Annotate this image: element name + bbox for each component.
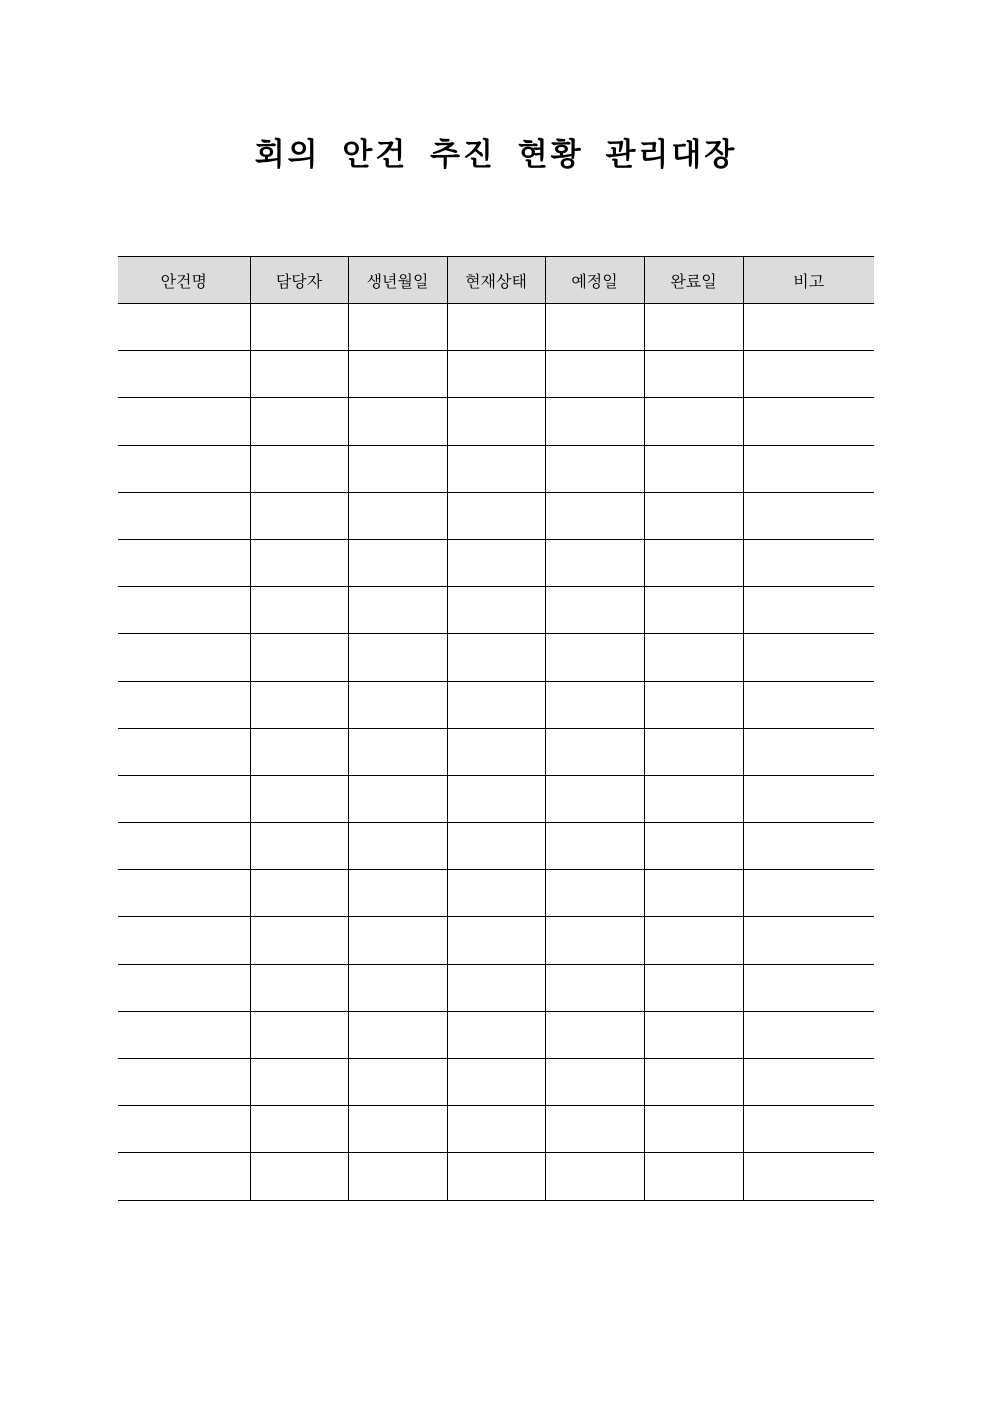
table-cell[interactable] <box>118 917 250 964</box>
table-cell[interactable] <box>743 775 874 822</box>
table-row <box>118 539 874 586</box>
table-cell[interactable] <box>644 304 743 351</box>
table-cell[interactable] <box>348 1059 447 1106</box>
table-cell[interactable] <box>644 728 743 775</box>
table-row <box>118 1106 874 1153</box>
table-cell[interactable] <box>447 445 545 492</box>
table-cell[interactable] <box>118 728 250 775</box>
table-cell[interactable] <box>743 1011 874 1058</box>
table-row <box>118 823 874 870</box>
table-cell[interactable] <box>644 1011 743 1058</box>
table-cell[interactable] <box>644 634 743 681</box>
table-cell[interactable] <box>743 398 874 445</box>
table-cell[interactable] <box>644 681 743 728</box>
table-cell[interactable] <box>644 917 743 964</box>
table-cell[interactable] <box>743 681 874 728</box>
table-cell[interactable] <box>118 1106 250 1153</box>
table-cell[interactable] <box>545 823 644 870</box>
table-cell[interactable] <box>348 539 447 586</box>
table-cell[interactable] <box>545 1011 644 1058</box>
table-cell[interactable] <box>250 398 348 445</box>
table-cell[interactable] <box>743 728 874 775</box>
table-cell[interactable] <box>348 634 447 681</box>
table-cell[interactable] <box>644 775 743 822</box>
column-header-remarks: 비고 <box>743 257 874 304</box>
table-cell[interactable] <box>118 775 250 822</box>
table-cell[interactable] <box>250 823 348 870</box>
table-cell[interactable] <box>118 634 250 681</box>
table-cell[interactable] <box>545 1059 644 1106</box>
table-cell[interactable] <box>348 917 447 964</box>
table-cell[interactable] <box>348 398 447 445</box>
table-cell[interactable] <box>447 823 545 870</box>
table-row <box>118 1011 874 1058</box>
table-cell[interactable] <box>250 775 348 822</box>
table-cell[interactable] <box>644 870 743 917</box>
table-cell[interactable] <box>447 351 545 398</box>
table-cell[interactable] <box>644 445 743 492</box>
table-row <box>118 964 874 1011</box>
table-cell[interactable] <box>250 304 348 351</box>
table-cell[interactable] <box>118 1011 250 1058</box>
table-cell[interactable] <box>644 1153 743 1200</box>
table-cell[interactable] <box>743 870 874 917</box>
table-cell[interactable] <box>743 1059 874 1106</box>
table-cell[interactable] <box>545 1106 644 1153</box>
table-cell[interactable] <box>447 1011 545 1058</box>
table-cell[interactable] <box>644 823 743 870</box>
table-cell[interactable] <box>545 445 644 492</box>
table-cell[interactable] <box>644 492 743 539</box>
page-title: 회의 안건 추진 현황 관리대장 <box>254 137 738 173</box>
table-cell[interactable] <box>250 681 348 728</box>
table-row <box>118 1153 874 1200</box>
table-cell[interactable] <box>118 870 250 917</box>
table-cell[interactable] <box>118 445 250 492</box>
table-cell[interactable] <box>118 492 250 539</box>
table-cell[interactable] <box>545 398 644 445</box>
table-cell[interactable] <box>545 728 644 775</box>
table-cell[interactable] <box>743 964 874 1011</box>
table-row <box>118 445 874 492</box>
table-cell[interactable] <box>447 681 545 728</box>
table-row <box>118 870 874 917</box>
table-cell[interactable] <box>348 445 447 492</box>
table-cell[interactable] <box>250 870 348 917</box>
table-cell[interactable] <box>250 728 348 775</box>
table-cell[interactable] <box>118 823 250 870</box>
column-header-completion-date: 완료일 <box>644 257 743 304</box>
column-header-current-status: 현재상태 <box>447 257 545 304</box>
table-body <box>118 304 874 1201</box>
table-header-row <box>118 257 874 304</box>
table-cell[interactable] <box>743 1106 874 1153</box>
table-cell[interactable] <box>743 492 874 539</box>
table-cell[interactable] <box>348 681 447 728</box>
table-cell[interactable] <box>447 775 545 822</box>
table-row <box>118 634 874 681</box>
table-cell[interactable] <box>118 1059 250 1106</box>
table-cell[interactable] <box>250 587 348 634</box>
column-header-manager: 담당자 <box>250 257 348 304</box>
table-cell[interactable] <box>250 1059 348 1106</box>
table-cell[interactable] <box>447 634 545 681</box>
table-row <box>118 917 874 964</box>
table-cell[interactable] <box>118 539 250 586</box>
table-cell[interactable] <box>743 1153 874 1200</box>
table-cell[interactable] <box>447 728 545 775</box>
table-cell[interactable] <box>644 1059 743 1106</box>
table-cell[interactable] <box>250 1153 348 1200</box>
table-cell[interactable] <box>545 870 644 917</box>
table-cell[interactable] <box>447 492 545 539</box>
table-row <box>118 398 874 445</box>
table-cell[interactable] <box>644 351 743 398</box>
table-cell[interactable] <box>545 492 644 539</box>
table-row <box>118 587 874 634</box>
table-cell[interactable] <box>118 304 250 351</box>
table-cell[interactable] <box>250 964 348 1011</box>
table-row <box>118 775 874 822</box>
table-cell[interactable] <box>545 775 644 822</box>
table-cell[interactable] <box>348 492 447 539</box>
table-cell[interactable] <box>348 964 447 1011</box>
table-row <box>118 728 874 775</box>
table-cell[interactable] <box>743 304 874 351</box>
table-cell[interactable] <box>743 445 874 492</box>
table-row <box>118 681 874 728</box>
table-cell[interactable] <box>545 587 644 634</box>
table-cell[interactable] <box>348 870 447 917</box>
table-cell[interactable] <box>118 681 250 728</box>
table-cell[interactable] <box>447 870 545 917</box>
table-cell[interactable] <box>348 823 447 870</box>
table-cell[interactable] <box>545 1153 644 1200</box>
table-cell[interactable] <box>348 728 447 775</box>
table-cell[interactable] <box>447 539 545 586</box>
column-header-birth-date: 생년월일 <box>348 257 447 304</box>
table-cell[interactable] <box>348 351 447 398</box>
column-header-agenda-name: 안건명 <box>118 257 250 304</box>
table-cell[interactable] <box>743 587 874 634</box>
table-cell[interactable] <box>447 1153 545 1200</box>
table-cell[interactable] <box>118 398 250 445</box>
table-cell[interactable] <box>743 823 874 870</box>
table-cell[interactable] <box>118 351 250 398</box>
table-cell[interactable] <box>118 587 250 634</box>
table-cell[interactable] <box>743 351 874 398</box>
table-cell[interactable] <box>447 398 545 445</box>
table-cell[interactable] <box>447 964 545 1011</box>
table-cell[interactable] <box>644 964 743 1011</box>
table-cell[interactable] <box>118 964 250 1011</box>
table-cell[interactable] <box>545 681 644 728</box>
table-cell[interactable] <box>348 775 447 822</box>
table-cell[interactable] <box>447 1059 545 1106</box>
table-cell[interactable] <box>250 351 348 398</box>
table-cell[interactable] <box>644 587 743 634</box>
table-cell[interactable] <box>447 1106 545 1153</box>
table-cell[interactable] <box>644 539 743 586</box>
column-header-scheduled-date: 예정일 <box>545 257 644 304</box>
table-cell[interactable] <box>348 587 447 634</box>
table-row <box>118 304 874 351</box>
table-cell[interactable] <box>545 351 644 398</box>
table-cell[interactable] <box>743 539 874 586</box>
table-cell[interactable] <box>545 304 644 351</box>
table-cell[interactable] <box>348 304 447 351</box>
table-row <box>118 351 874 398</box>
table-cell[interactable] <box>644 398 743 445</box>
table-cell[interactable] <box>545 634 644 681</box>
table-cell[interactable] <box>545 539 644 586</box>
table-row <box>118 492 874 539</box>
table-cell[interactable] <box>250 445 348 492</box>
table-cell[interactable] <box>545 917 644 964</box>
table-cell[interactable] <box>250 492 348 539</box>
table-cell[interactable] <box>348 1153 447 1200</box>
table-cell[interactable] <box>545 964 644 1011</box>
table-cell[interactable] <box>743 917 874 964</box>
table-cell[interactable] <box>447 304 545 351</box>
agenda-ledger-table <box>118 256 874 1201</box>
table-cell[interactable] <box>644 1106 743 1153</box>
table-cell[interactable] <box>348 1011 447 1058</box>
table-cell[interactable] <box>118 1153 250 1200</box>
table-cell[interactable] <box>447 917 545 964</box>
table-cell[interactable] <box>250 1011 348 1058</box>
table-cell[interactable] <box>348 1106 447 1153</box>
table-cell[interactable] <box>743 634 874 681</box>
table-cell[interactable] <box>447 587 545 634</box>
table-cell[interactable] <box>250 917 348 964</box>
table-cell[interactable] <box>250 1106 348 1153</box>
table-cell[interactable] <box>250 634 348 681</box>
table-row <box>118 1059 874 1106</box>
table-cell[interactable] <box>250 539 348 586</box>
